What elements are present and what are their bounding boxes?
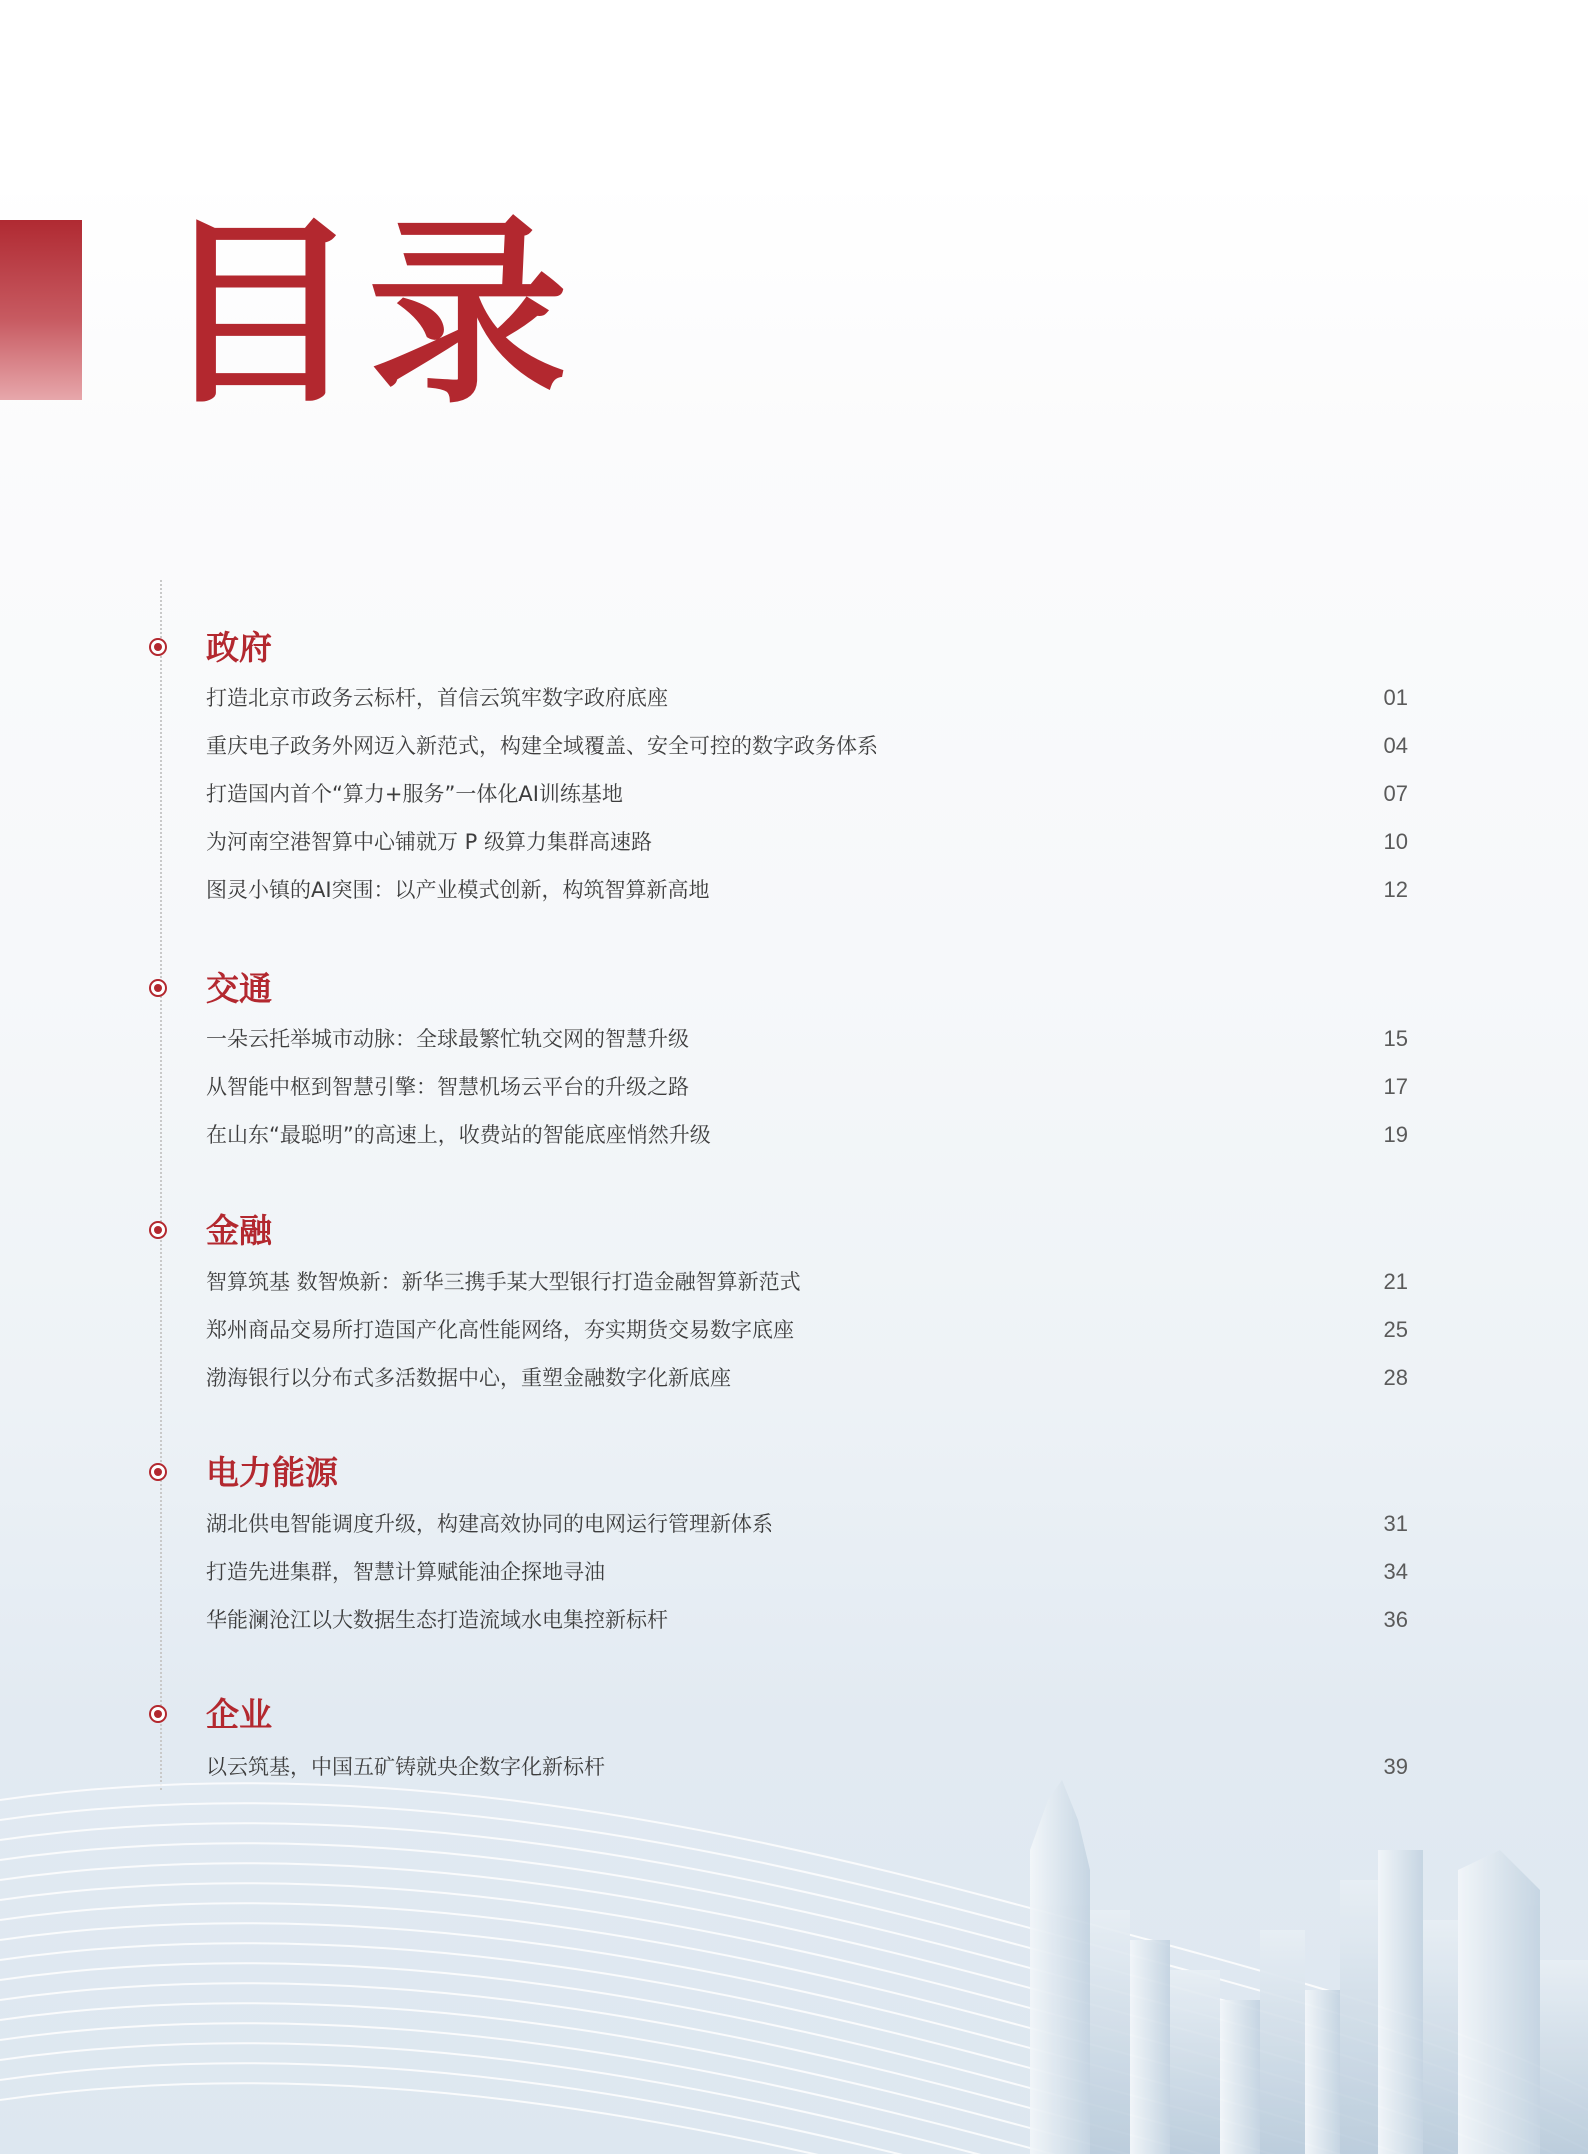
- toc-entry-page: 36: [1383, 1607, 1408, 1632]
- title-accent-bar: [0, 220, 82, 400]
- toc-entry-page: 07: [1383, 781, 1408, 806]
- toc-entry[interactable]: [206, 1506, 1408, 1542]
- toc-entry-title: 渤海银行以分布式多活数据中心，重塑金融数字化新底座: [206, 1366, 731, 1390]
- section-title: 交通: [206, 969, 272, 1008]
- toc-entry[interactable]: [206, 1360, 1408, 1396]
- section-title: 金融: [206, 1211, 272, 1250]
- section-title: 政府: [206, 628, 272, 667]
- toc-entry-title: 以云筑基，中国五矿铸就央企数字化新标杆: [206, 1755, 605, 1779]
- toc-entry-title: 湖北供电智能调度升级，构建高效协同的电网运行管理新体系: [206, 1512, 773, 1536]
- page-header-space: [0, 0, 1588, 195]
- toc-entry-page: 31: [1383, 1511, 1408, 1536]
- toc-entry-page: 39: [1383, 1754, 1408, 1779]
- toc-entry-title: 智算筑基 数智焕新：新华三携手某大型银行打造金融智算新范式: [206, 1270, 801, 1294]
- toc-entry[interactable]: [206, 872, 1408, 908]
- toc-entry[interactable]: [206, 1117, 1408, 1153]
- toc-entry-title: 从智能中枢到智慧引擎：智慧机场云平台的升级之路: [206, 1075, 689, 1099]
- page-title: 目录: [160, 198, 577, 431]
- toc-entry[interactable]: [206, 776, 1408, 812]
- toc-entry-title: 图灵小镇的AI突围：以产业模式创新，构筑智算新高地: [206, 878, 710, 902]
- toc-entry-page: 34: [1383, 1559, 1408, 1584]
- toc-entry-page: 15: [1383, 1026, 1408, 1051]
- toc-entry-title: 郑州商品交易所打造国产化高性能网络，夯实期货交易数字底座: [206, 1318, 794, 1342]
- buildings: [1030, 1780, 1588, 2154]
- toc-entry-title: 打造北京市政务云标杆，首信云筑牢数字政府底座: [206, 686, 668, 710]
- section-title: 电力能源: [206, 1453, 338, 1492]
- toc-entry-title: 重庆电子政务外网迈入新范式，构建全域覆盖、安全可控的数字政务体系: [206, 734, 878, 758]
- section-marker-icon: [149, 1705, 167, 1723]
- toc-entry[interactable]: [206, 1264, 1408, 1300]
- section-marker-icon: [149, 638, 167, 656]
- toc-entry-title: 一朵云托举城市动脉：全球最繁忙轨交网的智慧升级: [206, 1027, 689, 1051]
- toc-entry-page: 21: [1383, 1269, 1408, 1294]
- toc-entry-page: 19: [1383, 1122, 1408, 1147]
- toc-entry[interactable]: [206, 1312, 1408, 1348]
- city-skyline-illustration: [0, 1760, 1588, 2154]
- toc-entry-title: 在山东“最聪明”的高速上，收费站的智能底座悄然升级: [206, 1123, 711, 1147]
- toc-entry-title: 打造国内首个“算力+服务”一体化AI训练基地: [206, 782, 623, 806]
- section-title: 企业: [206, 1695, 272, 1734]
- toc-entry[interactable]: [206, 1554, 1408, 1590]
- toc-entry-page: 25: [1383, 1317, 1408, 1342]
- section-marker-icon: [149, 979, 167, 997]
- toc-entry-title: 为河南空港智算中心铺就万 P 级算力集群高速路: [206, 830, 653, 854]
- toc-entry[interactable]: [206, 1021, 1408, 1057]
- section-marker-icon: [149, 1463, 167, 1481]
- section-marker-icon: [149, 1221, 167, 1239]
- toc-entry-page: 17: [1383, 1074, 1408, 1099]
- toc-entry-title: 华能澜沧江以大数据生态打造流域水电集控新标杆: [206, 1608, 668, 1632]
- toc-entry[interactable]: [206, 1069, 1408, 1105]
- toc-entry[interactable]: [206, 728, 1408, 764]
- toc-entry-page: 01: [1383, 685, 1408, 710]
- toc-timeline: [160, 580, 162, 1790]
- toc-entry[interactable]: [206, 1602, 1408, 1638]
- toc-entry-page: 12: [1383, 877, 1408, 902]
- toc-entry[interactable]: [206, 824, 1408, 860]
- toc-entry[interactable]: [206, 680, 1408, 716]
- toc-entry-page: 04: [1383, 733, 1408, 758]
- toc-entry-page: 28: [1383, 1365, 1408, 1390]
- toc-entry-page: 10: [1383, 829, 1408, 854]
- toc-entry-title: 打造先进集群，智慧计算赋能油企探地寻油: [206, 1560, 605, 1584]
